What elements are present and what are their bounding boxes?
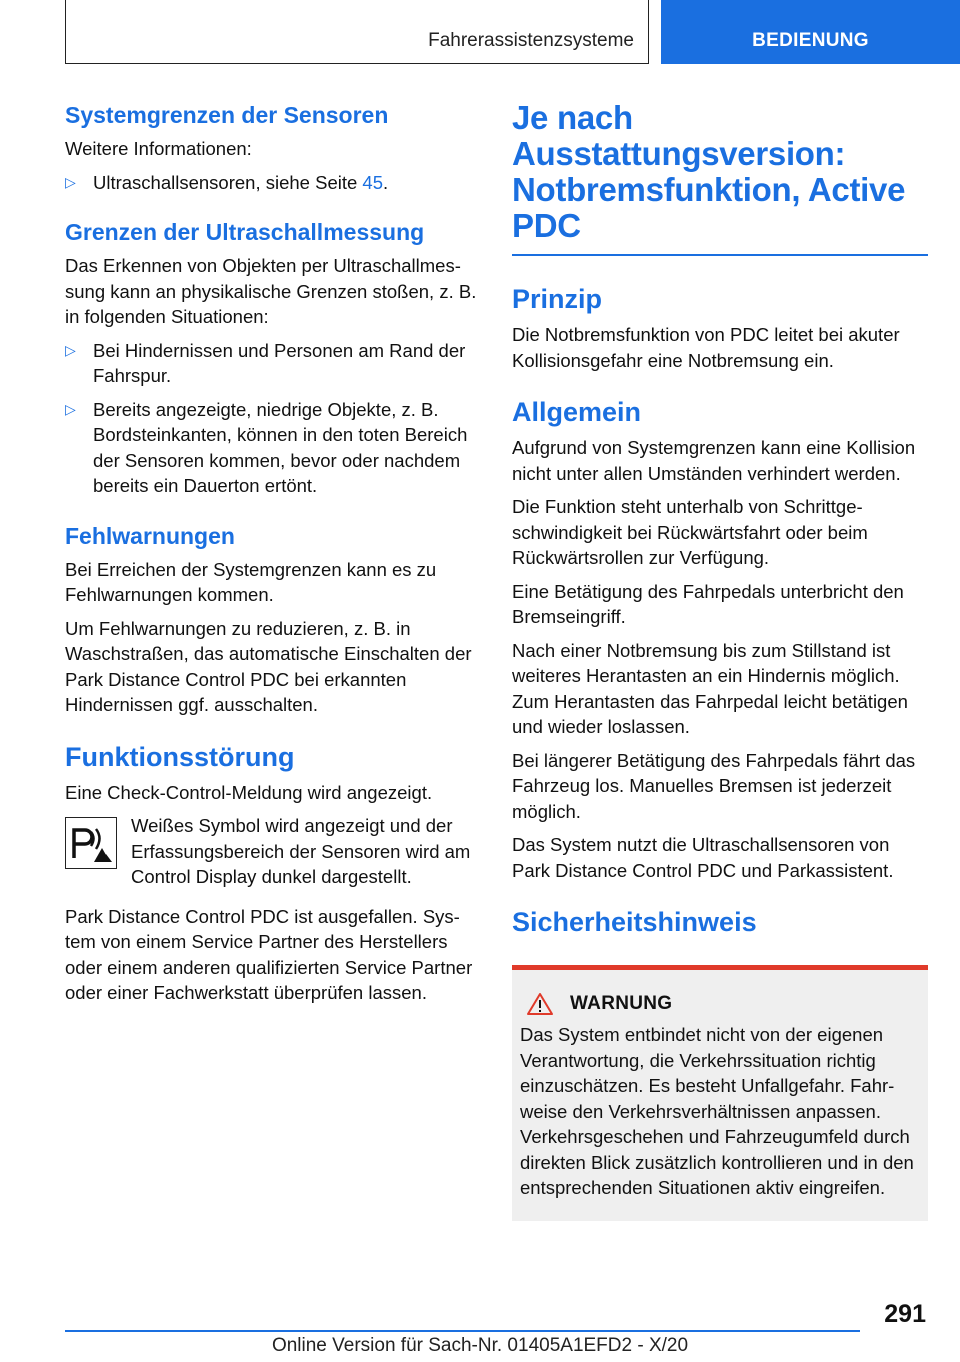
- paragraph: Nach einer Notbremsung bis zum Stillstand ist weiteres Herantasten an ein Hindernis möglich. Zum Herantasten das Fahrpedal leicht betätigen und wieder loslassen.: [512, 639, 908, 737]
- section-principle: [512, 282, 928, 373]
- sensor-limits-list: [65, 170, 483, 196]
- heading-malfunction: Funktionsstörung: [65, 741, 295, 772]
- title-divider: [512, 254, 928, 256]
- heading-principle: Prinzip: [512, 284, 603, 314]
- footer-online-version: Online Version für Sach-Nr. 01405A1EFD2 - X/20: [271, 1335, 689, 1356]
- left-column: [65, 100, 483, 1014]
- list-item-text: Ultraschallsensoren, siehe Seite: [93, 171, 363, 193]
- symbol-explanation: [65, 813, 483, 890]
- list-item: [65, 338, 483, 389]
- section-ultrasonic-limits: [65, 217, 483, 499]
- principle-text: Die Notbremsfunktion von PDC leitet bei akuter Kollisionsgefahr eine Notbremsung ein.: [512, 324, 900, 371]
- section-safety: [512, 905, 928, 1221]
- paragraph: Aufgrund von Systemgrenzen kann eine Kollision nicht unter allen Umständen verhindert werden.: [512, 437, 916, 484]
- heading-ultrasonic-limits: Grenzen der Ultraschallmessung: [65, 219, 425, 245]
- list-item-suffix: .: [383, 171, 389, 193]
- list-item-text: Bei Hindernissen und Personen am Rand der Fahrspur.: [93, 339, 466, 386]
- right-column: [512, 100, 928, 1221]
- ultrasonic-limits-intro: Das Erkennen von Objekten per Ultraschallmessung kann an physikalische Grenzen stoßen, z. B. in folgenden Situationen:: [65, 255, 477, 327]
- header-chapter-label: BEDIENUNG: [752, 30, 869, 51]
- section-sensor-limits: [65, 100, 483, 195]
- list-item: [65, 397, 483, 499]
- paragraph: Das System nutzt die Ultraschallsensoren von Park Distance Control PDC und Parkassistent.: [512, 834, 894, 881]
- heading-sensor-limits: Systemgrenzen der Sensoren: [65, 102, 389, 128]
- triangle-bullet-icon: ▷: [65, 341, 76, 358]
- triangle-bullet-icon: ▷: [65, 400, 76, 417]
- page-reference-link[interactable]: 45: [362, 171, 383, 193]
- section-false-warnings: [65, 521, 483, 718]
- symbol-description: Weißes Symbol wird angezeigt und der Erfassungsbereich der Sensoren wird am Control Display dunkel dargestellt.: [131, 815, 471, 887]
- triangle-bullet-icon: ▷: [65, 173, 76, 190]
- paragraph: Um Fehlwarnungen zu reduzieren, z. B. in Waschstraßen, das automatische Einschalten der Park Distance Control PDC bei erkannten Hindernissen ggf. ausschalten.: [65, 617, 472, 715]
- warning-text: Das System entbindet nicht von der eigenen Verantwortung, die Verkehrssituation richtig einzuschätzen. Es besteht Unfallgefahr. Fahrweise den Verkehrsverhältnissen anpassen. Verkehrsgeschehen und Fahrzeugumfeld durch direkten Blick zusätzlich kontrollieren und in den entsprechenden Situationen aktiv eingreifen.: [520, 1024, 914, 1198]
- heading-safety: Sicherheitshinweis: [512, 907, 757, 937]
- heading-general: Allgemein: [512, 397, 642, 427]
- malfunction-intro: Eine Check-Control-Meldung wird angezeigt.: [65, 781, 433, 803]
- section-malfunction: [65, 740, 483, 1006]
- warning-box: [512, 965, 928, 1221]
- list-item-text: Bereits angezeigte, niedrige Objekte, z. B. Bordsteinkanten, können in den toten Bereich der Sensoren kommen, bevor oder nachdem bereits ein Dauerton ertönt.: [93, 398, 468, 496]
- paragraph: Bei Erreichen der Systemgrenzen kann es zu Fehlwarnungen kommen.: [65, 558, 437, 605]
- page-number: 291: [884, 1300, 926, 1328]
- warning-header: [520, 992, 920, 1016]
- sensor-limits-intro: Weitere Informationen:: [65, 138, 252, 159]
- warning-triangle-icon: [526, 992, 554, 1016]
- footer-divider: [65, 1330, 860, 1332]
- main-title: Je nach Ausstattungsversion: Notbremsfunktion, Active PDC: [512, 99, 906, 244]
- malfunction-outro: Park Distance Control PDC ist ausgefallen. System von einem Service Partner des Herstellers oder einem anderen qualifizierten Service Partner oder einer Fachwerkstatt überprüfen lassen.: [65, 905, 473, 1003]
- header-section-title: Fahrerassistenzsysteme: [428, 30, 634, 51]
- section-general: [512, 395, 928, 883]
- paragraph: Bei längerer Betätigung des Fahrpedals fährt das Fahrzeug los. Manuelles Bremsen ist jederzeit möglich.: [512, 749, 916, 822]
- ultrasonic-limits-list: [65, 338, 483, 499]
- heading-false-warnings: Fehlwarnungen: [65, 522, 235, 549]
- pdc-symbol-icon: [65, 817, 117, 869]
- list-item: [65, 170, 483, 196]
- page-header: [0, 0, 960, 66]
- warning-label: WARNUNG: [570, 993, 673, 1014]
- header-section-box: [65, 0, 649, 64]
- header-chapter-tab: [661, 0, 960, 64]
- paragraph: Eine Betätigung des Fahrpedals unterbricht den Bremseingriff.: [512, 580, 904, 627]
- paragraph: Die Funktion steht unterhalb von Schrittgeschwindigkeit bei Rückwärtsfahrt oder beim Rückwärtsrollen zur Verfügung.: [512, 496, 868, 568]
